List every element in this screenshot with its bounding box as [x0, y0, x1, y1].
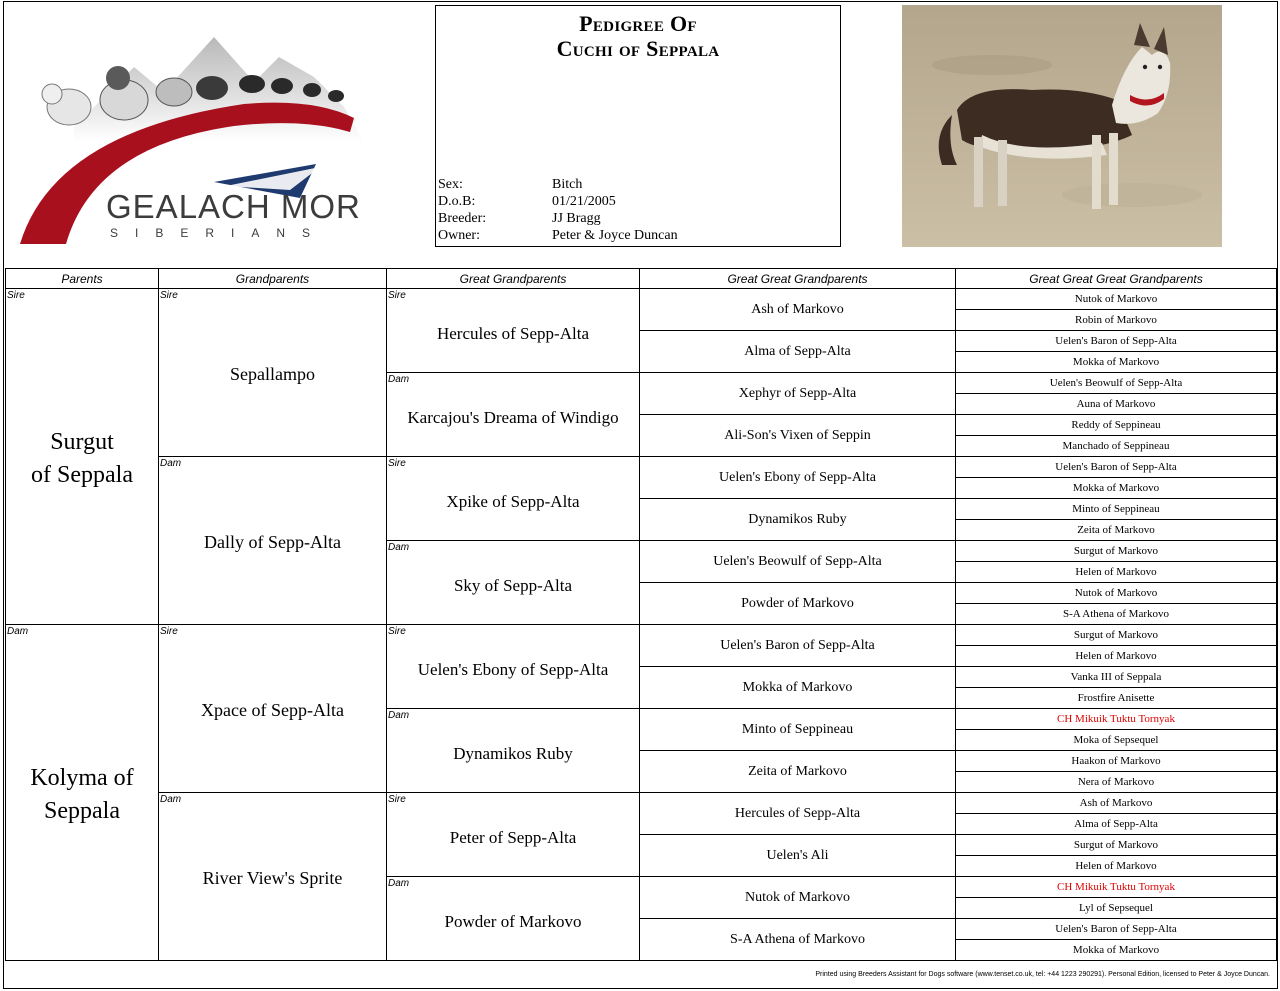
- gg-grandparent-cell: Powder of Markovo: [640, 583, 956, 625]
- ggg-grandparent-cell: S-A Athena of Markovo: [956, 604, 1277, 625]
- logo-brand-text: GEALACH MOR: [106, 188, 361, 225]
- pedigree-row: [6, 793, 1277, 814]
- great-grandparent-cell: [387, 625, 640, 709]
- great-grandparent-name: Xpike of Sepp-Alta: [446, 491, 580, 511]
- great-grandparent-cell: [387, 877, 640, 961]
- great-grandparent-name: Powder of Markovo: [444, 911, 582, 931]
- ggg-grandparent-cell: Auna of Markovo: [956, 394, 1277, 415]
- ggg-grandparent-cell: Frostfire Anisette: [956, 688, 1277, 709]
- ggg-grandparent-cell: Uelen's Baron of Sepp-Alta: [956, 919, 1277, 940]
- ggg-grandparent-cell: Mokka of Markovo: [956, 478, 1277, 499]
- sire-tag: Sire: [160, 290, 178, 301]
- parent-name-line-1: Surgut: [50, 428, 114, 455]
- ggg-grandparent-cell: Lyl of Sepsequel: [956, 898, 1277, 919]
- sire-tag: Sire: [7, 290, 25, 301]
- great-grandparent-name: Sky of Sepp-Alta: [453, 575, 573, 595]
- ggg-grandparent-cell: Manchado of Seppineau: [956, 436, 1277, 457]
- dam-tag: Dam: [388, 878, 410, 889]
- dob-label: D.o.B:: [438, 194, 476, 209]
- ggg-grandparent-cell: Haakon of Markovo: [956, 751, 1277, 772]
- grandparent-cell: [159, 457, 387, 625]
- gg-grandparent-cell: Nutok of Markovo: [640, 877, 956, 919]
- parent-name-line-2: Seppala: [44, 797, 120, 824]
- dam-tag: Dam: [160, 794, 182, 805]
- ggg-grandparent-cell: Helen of Markovo: [956, 856, 1277, 877]
- sire-tag: Sire: [388, 290, 406, 301]
- title-line-1: Pedigree Of: [579, 11, 697, 36]
- parent-name-line-2: of Seppala: [31, 461, 133, 488]
- great-grandparent-name: Karcajou's Dreama of Windigo: [407, 407, 619, 427]
- ggg-grandparent-cell: Vanka III of Seppala: [956, 667, 1277, 688]
- info-row-breeder: [438, 210, 678, 227]
- ggg-grandparent-cell: Nera of Markovo: [956, 772, 1277, 793]
- dam-tag: Dam: [388, 710, 410, 721]
- footer-note: Printed using Breeders Assistant for Dogs software (www.tenset.co.uk, tel: +44 1223 290291). Personal Edition, licensed to Peter & Joyce Duncan.: [815, 971, 1270, 978]
- gg-grandparent-cell: Zeita of Markovo: [640, 751, 956, 793]
- ggg-grandparent-cell: Helen of Markovo: [956, 646, 1277, 667]
- ggg-grandparent-cell: Uelen's Baron of Sepp-Alta: [956, 331, 1277, 352]
- grandparent-name: Xpace of Sepp-Alta: [201, 700, 344, 720]
- ggg-grandparent-cell: Minto of Seppineau: [956, 499, 1277, 520]
- gg-grandparent-cell: Uelen's Ali: [640, 835, 956, 877]
- great-grandparent-cell: [387, 457, 640, 541]
- grandparent-cell: [159, 793, 387, 961]
- dog-photo: [902, 5, 1222, 247]
- great-grandparent-name: Hercules of Sepp-Alta: [436, 323, 589, 343]
- grandparent-name: Dally of Sepp-Alta: [204, 532, 341, 552]
- breeder-value: JJ Bragg: [552, 211, 601, 226]
- sire-tag: Sire: [388, 458, 406, 469]
- ggg-grandparent-cell: Helen of Markovo: [956, 562, 1277, 583]
- owner-label: Owner:: [438, 228, 480, 243]
- sire-cell: [6, 289, 159, 625]
- great-grandparent-name: Uelen's Ebony of Sepp-Alta: [417, 659, 609, 679]
- ggg-grandparent-cell: Nutok of Markovo: [956, 583, 1277, 604]
- ggg-grandparent-cell: Alma of Sepp-Alta: [956, 814, 1277, 835]
- sire-tag: Sire: [388, 626, 406, 637]
- ggg-grandparent-cell: Nutok of Markovo: [956, 289, 1277, 310]
- gg-grandparent-cell: Ash of Markovo: [640, 289, 956, 331]
- dog-info: [438, 176, 678, 244]
- pedigree-row: [6, 457, 1277, 478]
- sire-tag: Sire: [388, 794, 406, 805]
- great-grandparent-cell: [387, 793, 640, 877]
- gg-grandparent-cell: S-A Athena of Markovo: [640, 919, 956, 961]
- pedigree-title-box: [435, 5, 841, 247]
- info-row-dob: [438, 193, 678, 210]
- gg-grandparent-cell: Ali-Son's Vixen of Seppin: [640, 415, 956, 457]
- grandparent-name: Sepallampo: [230, 364, 315, 384]
- gg-grandparent-cell: Uelen's Ebony of Sepp-Alta: [640, 457, 956, 499]
- dob-value: 01/21/2005: [552, 194, 616, 209]
- ggg-grandparent-cell: Surgut of Markovo: [956, 835, 1277, 856]
- great-grandparent-name: Peter of Sepp-Alta: [449, 827, 577, 847]
- great-grandparent-name: Dynamikos Ruby: [453, 743, 573, 763]
- dam-tag: Dam: [388, 542, 410, 553]
- header-great-grandparents: Great Grandparents: [387, 269, 640, 289]
- ggg-grandparent-cell: Uelen's Beowulf of Sepp-Alta: [956, 373, 1277, 394]
- ggg-grandparent-cell: Surgut of Markovo: [956, 625, 1277, 646]
- gg-grandparent-cell: Mokka of Markovo: [640, 667, 956, 709]
- sire-tag: Sire: [160, 626, 178, 637]
- ggg-grandparent-cell: Mokka of Markovo: [956, 352, 1277, 373]
- pedigree-row: [6, 289, 1277, 310]
- pedigree-row: [6, 625, 1277, 646]
- header-row: [6, 269, 1277, 289]
- logo-tagline-text: SIBERIANS: [110, 226, 328, 240]
- gg-grandparent-cell: Alma of Sepp-Alta: [640, 331, 956, 373]
- great-grandparent-cell: [387, 541, 640, 625]
- header-gg-grandparents: Great Great Grandparents: [640, 269, 956, 289]
- gg-grandparent-cell: Hercules of Sepp-Alta: [640, 793, 956, 835]
- ggg-grandparent-cell: Robin of Markovo: [956, 310, 1277, 331]
- ggg-grandparent-cell: Zeita of Markovo: [956, 520, 1277, 541]
- dam-cell: [6, 625, 159, 961]
- ggg-grandparent-cell: Ash of Markovo: [956, 793, 1277, 814]
- dam-tag: Dam: [7, 626, 29, 637]
- header-grandparents: Grandparents: [159, 269, 387, 289]
- ggg-grandparent-cell: Uelen's Baron of Sepp-Alta: [956, 457, 1277, 478]
- pedigree-table: [5, 268, 1277, 961]
- ggg-grandparent-cell: CH Mikuik Tuktu Tornyak: [956, 877, 1277, 898]
- ggg-grandparent-cell: Reddy of Seppineau: [956, 415, 1277, 436]
- parent-name-line-1: Kolyma of: [30, 764, 134, 791]
- title-line-2: Cuchi of Seppala: [556, 36, 720, 61]
- sex-label: Sex:: [438, 177, 463, 192]
- gg-grandparent-cell: Minto of Seppineau: [640, 709, 956, 751]
- grandparent-name: River View's Sprite: [202, 868, 343, 888]
- dam-tag: Dam: [160, 458, 182, 469]
- ggg-grandparent-cell: CH Mikuik Tuktu Tornyak: [956, 709, 1277, 730]
- gg-grandparent-cell: Dynamikos Ruby: [640, 499, 956, 541]
- sex-value: Bitch: [552, 177, 583, 192]
- info-row-sex: [438, 176, 678, 193]
- header-parents: Parents: [6, 269, 159, 289]
- grandparent-cell: [159, 289, 387, 457]
- info-row-owner: [438, 227, 678, 244]
- ggg-grandparent-cell: Surgut of Markovo: [956, 541, 1277, 562]
- ggg-grandparent-cell: Mokka of Markovo: [956, 940, 1277, 961]
- great-grandparent-cell: [387, 289, 640, 373]
- owner-value: Peter & Joyce Duncan: [552, 228, 678, 243]
- kennel-logo: [14, 22, 384, 252]
- grandparent-cell: [159, 625, 387, 793]
- gg-grandparent-cell: Uelen's Beowulf of Sepp-Alta: [640, 541, 956, 583]
- great-grandparent-cell: [387, 709, 640, 793]
- great-grandparent-cell: [387, 373, 640, 457]
- gg-grandparent-cell: Xephyr of Sepp-Alta: [640, 373, 956, 415]
- ggg-grandparent-cell: Moka of Sepsequel: [956, 730, 1277, 751]
- breeder-label: Breeder:: [438, 211, 487, 226]
- dam-tag: Dam: [388, 374, 410, 385]
- header-ggg-grandparents: Great Great Great Grandparents: [956, 269, 1277, 289]
- gg-grandparent-cell: Uelen's Baron of Sepp-Alta: [640, 625, 956, 667]
